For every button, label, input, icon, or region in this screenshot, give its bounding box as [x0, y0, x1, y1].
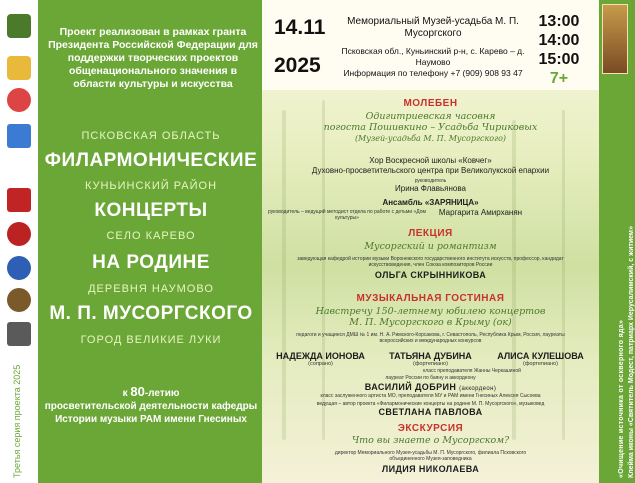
accordionist	[262, 382, 599, 392]
title-line-4: М. П. МУСОРГСКОГО	[49, 303, 253, 324]
university-logo-icon	[7, 322, 31, 346]
guide-name: ЛИДИЯ НИКОЛАЕВА	[381, 464, 480, 474]
address-text: Псковская обл., Куньинский р-н, с. Карево – д. Наумово	[341, 46, 525, 67]
museum-logo-icon	[7, 288, 31, 312]
presidential-grants-logo-icon	[7, 14, 31, 38]
choir-center: Духовно-просветительского центра при Великолукской епархии	[311, 166, 550, 175]
time-2: 14:00	[538, 32, 580, 49]
icon-image	[602, 4, 628, 74]
region-label: ПСКОВСКАЯ ОБЛАСТЬ	[81, 130, 221, 142]
host-name: СВЕТЛАНА ПАВЛОВА	[378, 407, 483, 417]
jubilee-suffix: -летию	[144, 388, 180, 399]
icon-caption-2: Клейма иконы «Святитель Модест, патриарх Иерусалимский, с житием»	[628, 226, 635, 478]
jubilee-prefix: к	[122, 388, 128, 399]
lecture-topic: Мусоргский и романтизм	[364, 241, 497, 252]
moleben-place-2: погоста Пошивкино – Усадьба Чириковых	[323, 122, 538, 133]
performer-role: (сопрано)	[308, 361, 333, 367]
event-year: 2025	[274, 54, 321, 77]
ensemble-name: Ансамбль «ЗАРЯНИЦА»	[382, 198, 479, 207]
title-line-3: НА РОДИНЕ	[92, 252, 210, 273]
title-line-2: КОНЦЕРТЫ	[94, 200, 208, 221]
district-label: КУНЬИНСКИЙ РАЙОН	[84, 180, 218, 192]
ministry-logo-icon	[7, 56, 31, 80]
series-label: Третья серия проекта 2025	[12, 364, 22, 478]
lecture-title: ЛЕКЦИЯ	[408, 228, 453, 239]
lyre-logo-icon	[7, 222, 31, 246]
icon-caption-1: «Очищение источника от оскверного яда»	[618, 319, 625, 478]
village-karevo-label: СЕЛО КАРЕВО	[106, 230, 196, 242]
performer-role: (фортепиано)	[523, 361, 558, 367]
ensemble-note: руководитель – ведущий методист отдела по работе с детьми «Дом культуры»	[268, 209, 426, 221]
excursion-title: ЭКСКУРСИЯ	[397, 423, 464, 434]
salon-title: МУЗЫКАЛЬНАЯ ГОСТИНАЯ	[356, 293, 505, 304]
ensemble-leader: Маргарита Амирханян	[438, 208, 523, 217]
moleben-title: МОЛЕБЕН	[403, 98, 458, 109]
moleben-place-1: Одигитриевская часовня	[365, 111, 496, 122]
accordionist-role: (аккордеон)	[459, 386, 497, 392]
jubilee-number: 80	[130, 384, 145, 399]
choir-leader: Ирина Флавьянова	[395, 184, 466, 193]
host-note: ведущая – автор проекта «Филармонические концерты на родине М. П. Мусоргского», музыковед	[316, 401, 545, 407]
icon-strip	[599, 0, 635, 483]
performer-name: НАДЕЖДА ИОНОВА	[276, 351, 365, 361]
venue-name: Мемориальный Музей-усадьба М. П. Мусоргского	[347, 16, 519, 39]
event-times	[524, 12, 594, 88]
accordionist-name: ВАСИЛИЙ ДОБРИН	[364, 382, 457, 392]
event-date: 14.11	[274, 16, 326, 39]
left-panel	[0, 0, 262, 483]
program-panel	[262, 0, 599, 483]
salon-performers-note: педагоги и учащиеся ДМШ № 1 им. Н. А. Римского-Корсакова, г. Севастополь, Республика Крым, Россия, лауреаты всероссийских и международных конкурсов	[296, 332, 565, 344]
moleben-place-3: (Музей-усадьба М. П. Мусоргского)	[354, 134, 507, 143]
choir-leader-label: руководитель	[414, 178, 447, 184]
village-naumovo-label: ДЕРЕВНЯ НАУМОВО	[88, 283, 214, 295]
performer-name: АЛИСА КУЛЕШОВА	[497, 351, 584, 361]
lecturer-note: заведующая кафедрой истории музыки Воронежского государственного института искусств, профессор, кандидат искусствоведения, член Союза композиторов России	[297, 256, 564, 268]
time-3: 15:00	[538, 51, 580, 68]
venue-address	[338, 46, 528, 79]
accordion-note: лауреат России по баяну и аккордеону	[385, 375, 476, 381]
class-note: класс преподавателя Жанны Черкашиной	[423, 368, 521, 374]
phone-info: Информация по телефону +7 (909) 908 93 47	[343, 68, 523, 78]
excursion-topic: Что вы знаете о Мусоргском?	[351, 435, 510, 446]
diocese-logo-icon	[7, 188, 31, 212]
jubilee-statement	[40, 385, 262, 426]
music-note-logo-icon	[7, 88, 31, 112]
pskov-coat-of-arms-icon	[7, 124, 31, 148]
time-1: 13:00	[538, 13, 580, 30]
academy-logo-icon	[7, 256, 31, 280]
age-rating: 7+	[549, 70, 569, 87]
lecturer-name: ОЛЬГА СКРЫННИКОВА	[374, 270, 487, 280]
performer-name: ТАТЬЯНА ДУБИНА	[389, 351, 472, 361]
grant-statement: Проект реализован в рамках гранта Президента Российской Федерации для поддержки творческих проектов общенационального значения в области культуры и искусства	[48, 26, 258, 90]
choir-name: Хор Воскресной школы «Ковчег»	[369, 156, 492, 165]
city-label: ГОРОД ВЕЛИКИЕ ЛУКИ	[80, 334, 222, 346]
jubilee-text: просветительской деятельности кафедры Истории музыки РАМ имени Гнесиных	[44, 401, 258, 425]
accordion-class: класс заслуженного артиста МО, преподавателя МУ и РАМ имени Гнесиных Алексея Сысоева	[320, 393, 541, 399]
performer-role: (фортепиано)	[413, 361, 448, 367]
title-line-1: ФИЛАРМОНИЧЕСКИЕ	[44, 150, 258, 171]
salon-topic-1: Навстречу 150-летнему юбилею концертов	[315, 306, 546, 317]
salon-topic-2: М. П. Мусоргского в Крыму (ок)	[349, 317, 512, 328]
guide-note: директор Мемориального Музея-усадьбы М. П. Мусоргского, филиала Псковского объединенного Музея-заповедника	[334, 450, 527, 462]
event-header	[262, 0, 599, 90]
